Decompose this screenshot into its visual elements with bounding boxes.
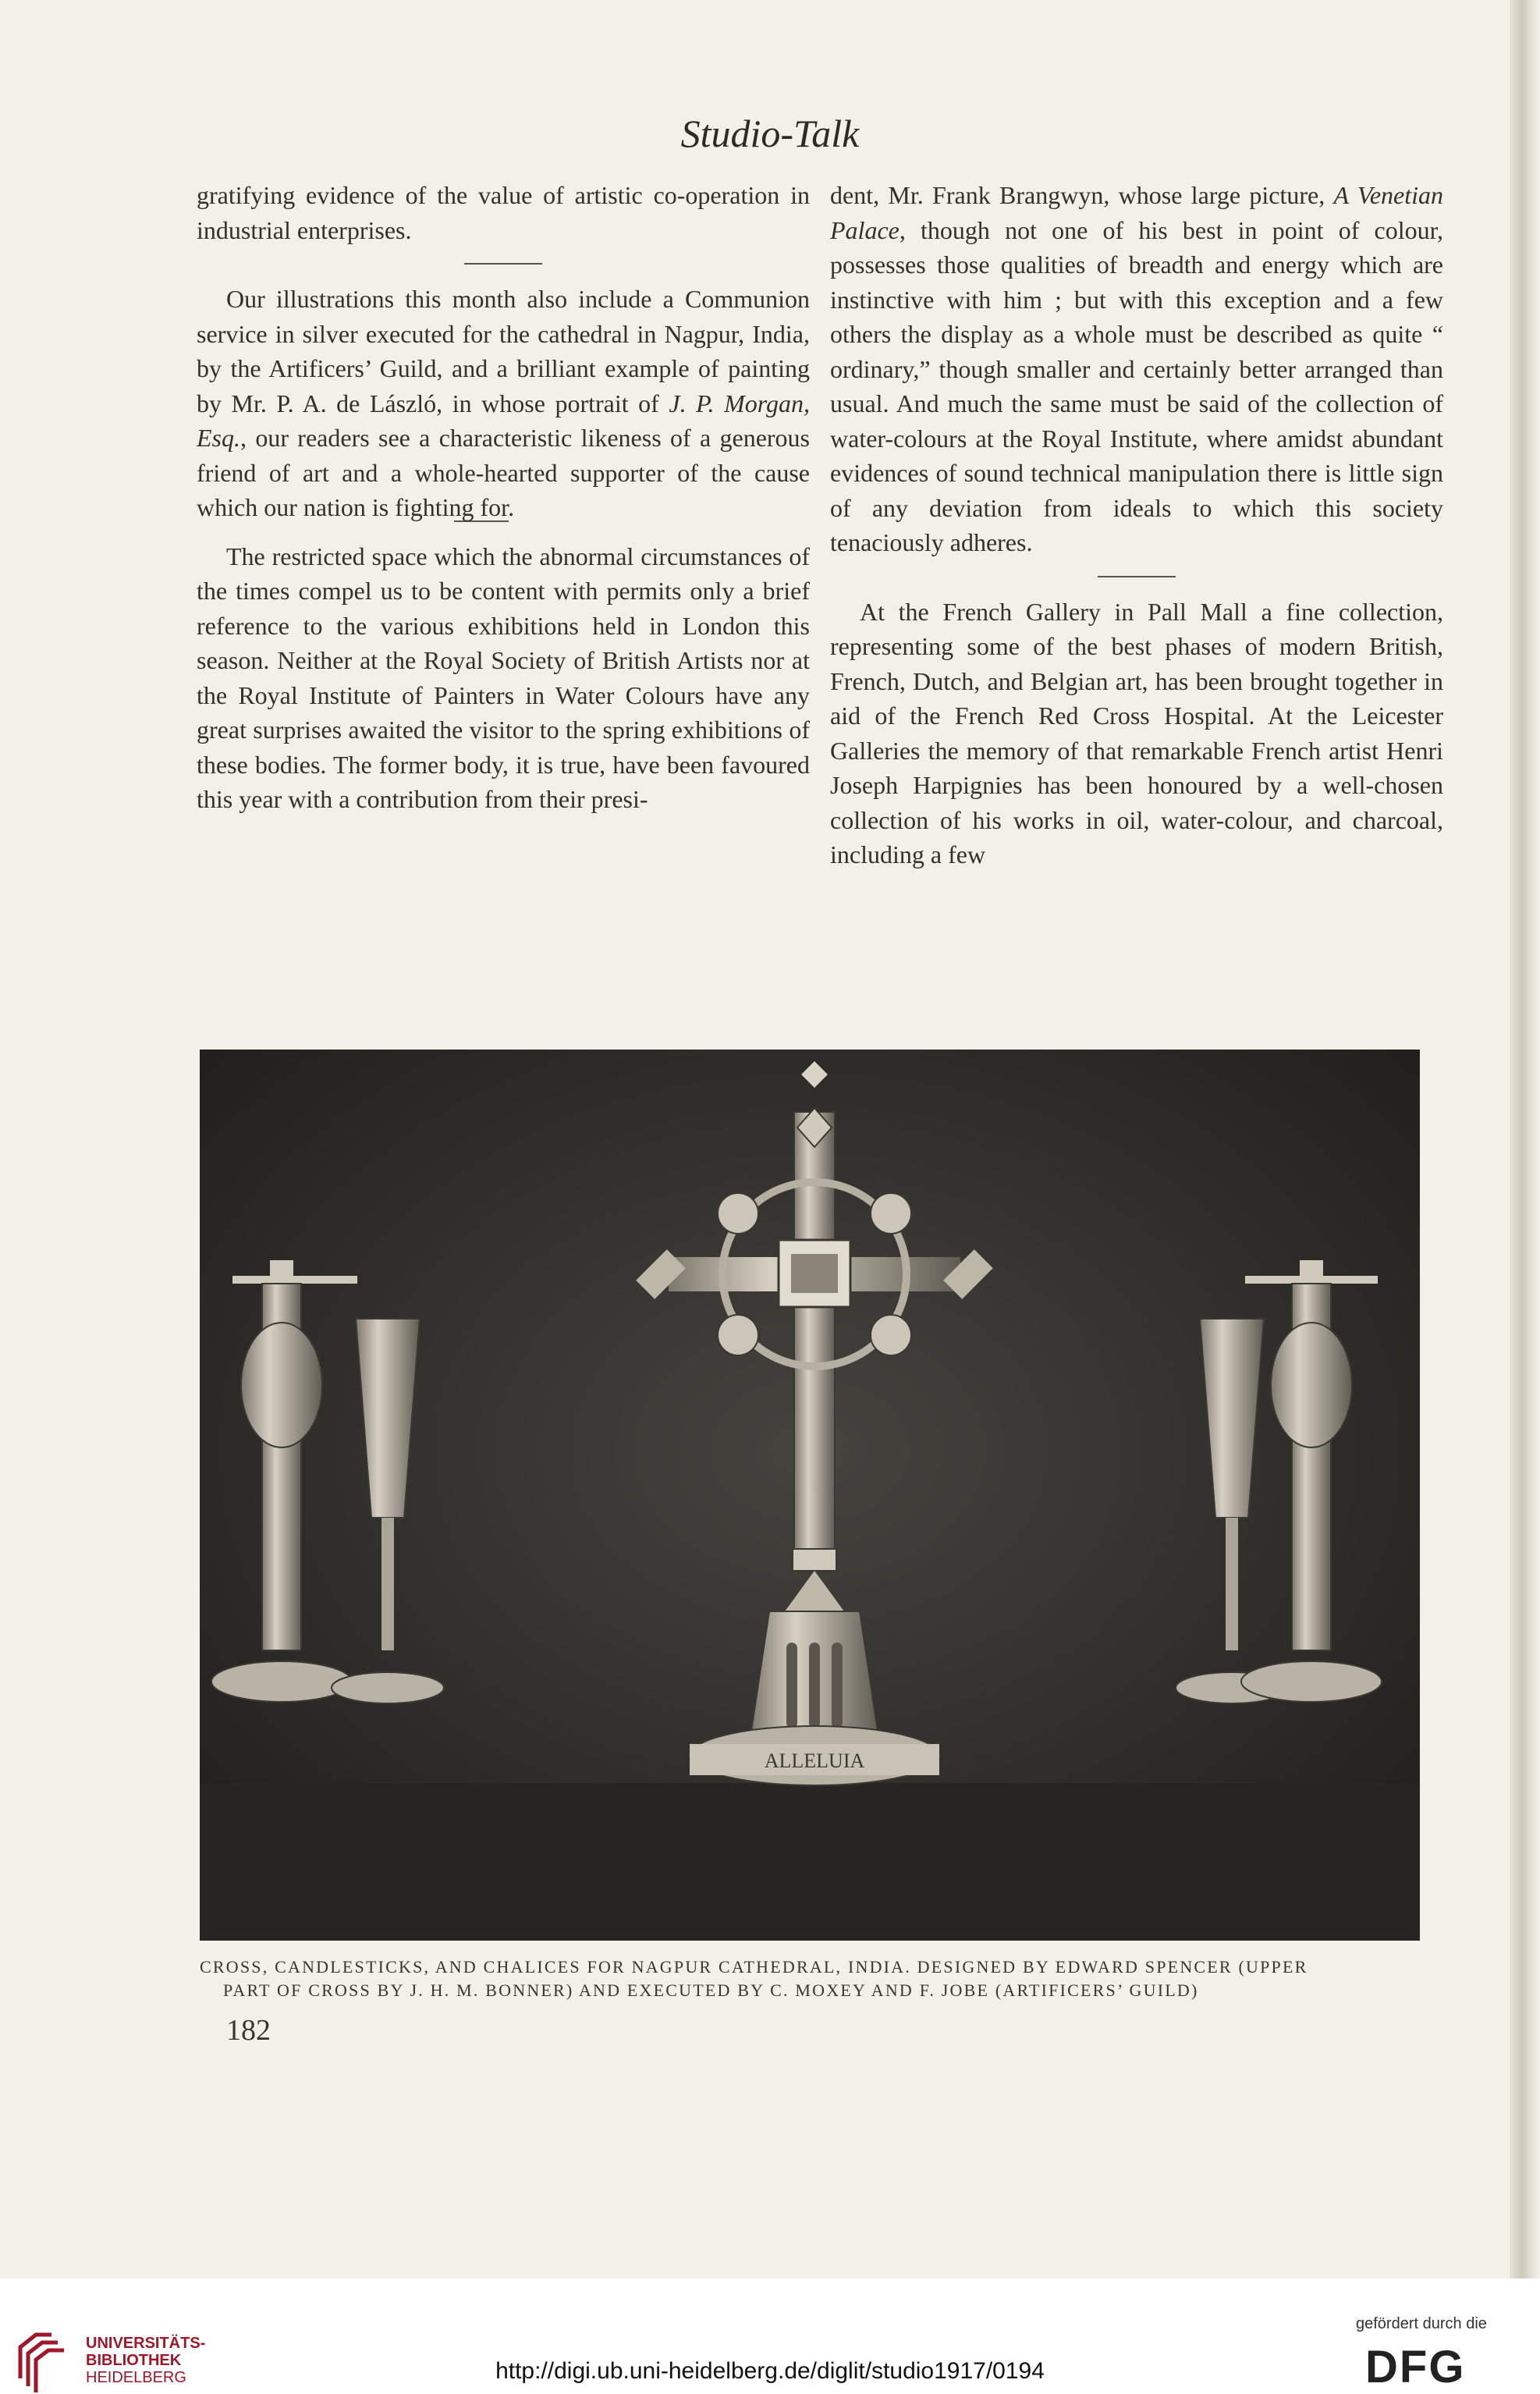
base-inscription: ALLELUIA [764,1749,865,1772]
running-head: Studio-Talk [680,112,860,155]
caption-line-1: CROSS, CANDLESTICKS, AND CHALICES FOR NAGPUR CATHEDRAL, INDIA. DESIGNED BY EDWARD SPENCER (UPPER [200,1957,1308,1977]
page-number: 182 [226,2014,271,2047]
section-rule [1098,576,1176,577]
section-rule [464,263,542,265]
right-paragraph-1: dent, Mr. Frank Brangwyn, whose large picture, A Venetian Palace, though not one of his best in point of colour, possesses those qualities of breadth and energy which are instinctive with him ; but with this exception and a few others the display as a whole must be described as quite “ ordinary,” though smaller and certainly better arranged than usual. And much the same must be said of the collection of water-colours at the Royal Institute, where amidst abundant evidences of sound technical manipulation there is little sign of any deviation from ideals to which this society tenaciously adheres. [830,181,1444,556]
communion-service-photo [200,1050,1420,1941]
sponsor-label: gefördert durch die [1356,2315,1487,2332]
caption-line-2: PART OF CROSS BY J. H. M. BONNER) AND EXECUTED BY C. MOXEY AND F. JOBE (ARTIFICERS’ GUILD) [223,1980,1199,2000]
left-paragraph-2: Our illustrations this month also include a Communion service in silver executed for the cathedral in Nagpur, India, by the Artificers’ Guild, and a brilliant example of painting by Mr. P. A. de László, in whose portrait of J. P. Morgan, Esq., our readers see a characteristic likeness of a generous friend of art and a whole-hearted supporter of the cause which our nation is fighting for. [197,285,811,521]
source-url-link[interactable]: http://digi.ub.uni-heidelberg.de/diglit/studio1917/0194 [495,2358,1045,2384]
left-column [197,178,810,817]
right-column [830,178,1443,872]
photograph-plate [200,1050,1420,1941]
dfg-logo-icon: DFG [1365,2342,1466,2392]
university-library-name: UNIVERSITÄTS- BIBLIOTHEK HEIDELBERG [86,2335,206,2386]
right-paragraph-2: At the French Gallery in Pall Mall a fine collection, representing some of the best phases of modern British, French, Dutch, and Belgian art, has been brought together in aid of the French Red Cross Hospital. At the Leicester Galleries the memory of that remarkable French artist Henri Joseph Harpignies has been honoured by a well-chosen collection of his works in oil, water-colour, and charcoal, including a few [830,597,1443,868]
left-paragraph-1: gratifying evidence of the value of artistic co-operation in industrial enterprises. [197,181,810,244]
page-edge-shadow [1510,0,1540,2279]
plate-caption [200,1955,1448,2002]
left-paragraph-3: The restricted space which the abnormal circumstances of the times compel us to be content with permits only a brief reference to the various exhibitions held in London this season. Neither at the Royal Society of British Artists nor at the Royal Institute of Painters in Water Colours have any great surprises awaited the visitor to the spring exhibitions of these bodies. The former body, it is true, have been favoured this year with a contribution from their presi- [197,542,810,813]
